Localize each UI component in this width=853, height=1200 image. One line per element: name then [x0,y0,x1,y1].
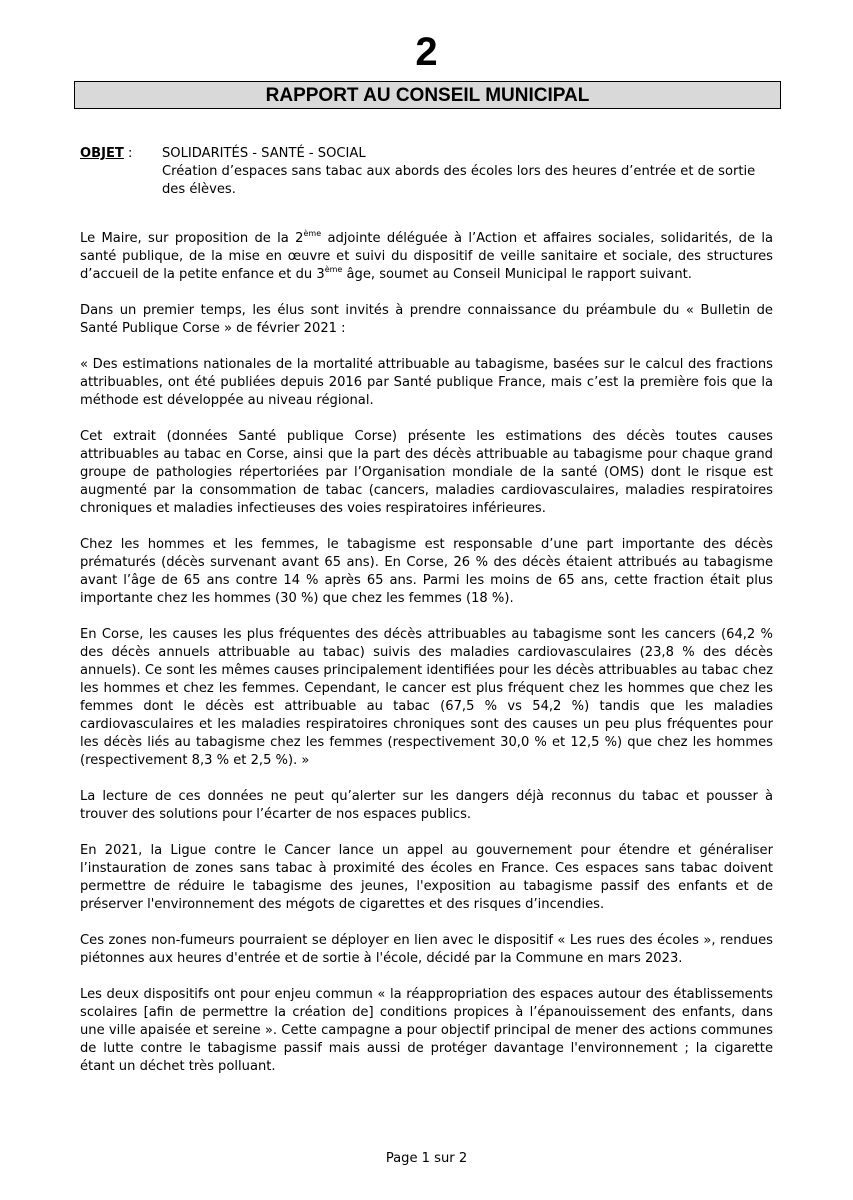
paragraph-ligue: En 2021, la Ligue contre le Cancer lance un appel au gouvernement pour étendre et généraliser l’instauration de zones sans tabac à proximité des écoles en France. Ces espaces sans tabac doivent permettre de réduire le tabagisme des jeunes, l'exposition au tabagisme passif des enfants et de préserver l'environnement des mégots de cigarettes et des risques d’incendies. [80,843,773,912]
intro-paragraph [80,230,773,284]
paragraph-causes: En Corse, les causes les plus fréquentes des décès attribuables au tabagisme sont les cancers (64,2 % des décès annuels attribuable au tabac) suivis des maladies cardiovasculaires (23,8 % des décès annuels). Ce sont les mêmes causes principalement identifiées pour les décès attribuables au tabac chez les hommes et chez les femmes. Cependant, le cancer est plus fréquent chez les hommes que chez les femmes dont le décès est attribuable au tabac (67,5 % vs 54,2 %) tandis que les maladies cardiovasculaires et les maladies respiratoires chroniques sont des causes un peu plus fréquentes pour les décès liés au tabagisme chez les femmes (respectivement 30,0 % et 12,5 %) que chez les hommes (respectivement 8,3 % et 2,5 %). » [80,627,773,768]
intro-text-3: âge, soumet au Conseil Municipal le rapport suivant. [342,267,692,282]
objet-category: SOLIDARITÉS - SANTÉ - SOCIAL [162,146,366,161]
report-body [80,230,773,1094]
paragraph-preamble: Dans un premier temps, les élus sont invités à prendre connaissance du préambule du « Bulletin de Santé Publique Corse » de février 2021 : [80,303,773,336]
objet-section [80,145,774,199]
page-footer: Page 1 sur 2 [385,1151,468,1166]
paragraph-rues-ecoles: Ces zones non-fumeurs pourraient se déployer en lien avec le dispositif « Les rues des écoles », rendues piétonnes aux heures d'entrée et de sortie à l'école, décidé par la Commune en mars 2023. [80,933,773,966]
objet-label-text: OBJET [80,146,124,161]
paragraph-conclusion: La lecture de ces données ne peut qu’alerter sur les dangers déjà reconnus du tabac et pousser à trouver des solutions pour l’écarter de nos espaces publics. [80,789,773,822]
objet-label [80,145,132,163]
objet-body [162,145,774,199]
intro-text-1: Le Maire, sur proposition de la 2 [80,231,304,246]
paragraph-extract: Cet extrait (données Santé publique Corse) présente les estimations des décès toutes causes attribuables au tabac en Corse, ainsi que la part des décès attribuable au tabagisme pour chaque grand groupe de pathologies répertoriées par l’Organisation mondiale de la santé (OMS) dont le risque est augmenté par la consommation de tabac (cancers, maladies cardiovasculaires, maladies respiratoires chroniques et maladies infectieuses des voies respiratoires inférieures. [80,429,773,516]
paragraph-enjeu: Les deux dispositifs ont pour enjeu commun « la réappropriation des espaces autour des établissements scolaires [afin de permettre la création de] conditions propices à l’épanouissement des enfants, dans une ville apaisée et sereine ». Cette campagne a pour objectif principal de mener des actions communes de lutte contre le tabagisme passif mais aussi de protéger davantage l'environnement ; la cigarette étant un déchet très polluant. [80,987,773,1074]
intro-sup-2: ème [324,265,343,274]
report-title: RAPPORT AU CONSEIL MUNICIPAL [74,81,781,109]
objet-separator: : [123,146,133,161]
document-number: 2 [415,30,438,74]
paragraph-quote-start: « Des estimations nationales de la mortalité attribuable au tabagisme, basées sur le calcul des fractions attribuables, ont été publiées depuis 2016 par Santé publique France, mais c’est la première fois que la méthode est développée au niveau régional. [80,357,773,408]
paragraph-premature-deaths: Chez les hommes et les femmes, le tabagisme est responsable d’une part importante des décès prématurés (décès survenant avant 65 ans). En Corse, 26 % des décès étaient attribués au tabagisme avant l’âge de 65 ans contre 14 % après 65 ans. Parmi les moins de 65 ans, cette fraction était plus importante chez les hommes (30 %) que chez les femmes (18 %). [80,537,773,606]
objet-subject: Création d’espaces sans tabac aux abords des écoles lors des heures d’entrée et de sortie des élèves. [162,164,756,197]
intro-text-2: adjointe déléguée à l’Action et affaires sociales, solidarités, de la santé publique, de la mise en œuvre et suivi du dispositif de veille sanitaire et sociale, des structures d’accueil de la petite enfance et du 3 [80,231,773,282]
intro-sup-1: ème [303,229,322,238]
